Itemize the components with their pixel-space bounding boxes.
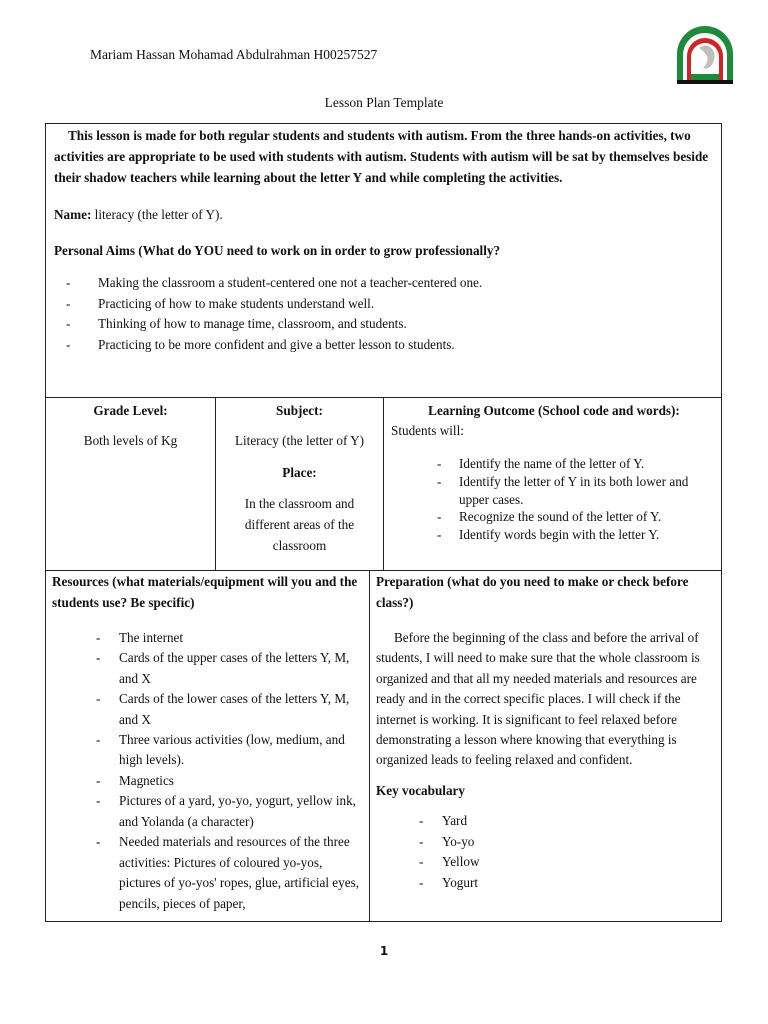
- key-vocabulary-list: [376, 811, 715, 893]
- learning-outcome-list: [391, 455, 717, 544]
- lesson-name-line: [54, 205, 713, 225]
- list-item: - Cards of the upper cases of the letters Y, M, and X: [52, 648, 363, 689]
- preparation-text: Before the beginning of the class and before the arrival of students, I will need to make sure that the whole classroom is organized and that all my needed materials and resources are ready and in the correct specific places. I will check if the internet is working. It is significant to feel relaxed before demonstrating a lesson where knowing that everything is organized leads to feeling relaxed and confident.: [376, 629, 700, 768]
- list-item: - Cards of the lower cases of the letters Y, M, and X: [52, 689, 363, 730]
- list-item: - Practicing of how to make students understand well.: [54, 294, 713, 314]
- list-item: - Yard: [376, 811, 715, 831]
- list-item: - Yogurt: [376, 873, 715, 893]
- resources-cell: [45, 570, 370, 922]
- list-item: - Pictures of a yard, yo-yo, yogurt, yellow ink, and Yolanda (a character): [52, 791, 363, 832]
- list-item: - Recognize the sound of the letter of Y.: [391, 508, 717, 526]
- place-label: Place:: [282, 464, 317, 480]
- list-item: - Yo-yo: [376, 832, 715, 852]
- author-line: Mariam Hassan Mohamad Abdulrahman H00257527: [90, 47, 378, 62]
- list-item: - Needed materials and resources of the three activities: Pictures of coloured yo-yos, pictures of yo-yos' ropes, glue, artificial eyes, pencils, pieces of paper,: [52, 832, 363, 914]
- resources-title: Resources (what materials/equipment will you and the students use? Be specific): [52, 574, 358, 610]
- document-title: Lesson Plan Template: [324, 95, 444, 110]
- university-crest-logo: [673, 24, 737, 88]
- personal-aims-title: Personal Aims (What do YOU need to work on in order to grow professionally?: [54, 243, 501, 259]
- learning-outcome-intro: Students will:: [391, 423, 464, 439]
- subject-cell: [215, 397, 384, 571]
- name-label: Name:: [54, 206, 92, 222]
- preparation-cell: [369, 570, 722, 922]
- key-vocabulary-title: Key vocabulary: [376, 782, 466, 798]
- learning-outcome-title: Learning Outcome (School code and words):: [428, 403, 680, 418]
- subject-label: Subject:: [276, 403, 323, 418]
- resources-list: [52, 628, 363, 914]
- list-item: - Practicing to be more confident and give a better lesson to students.: [54, 335, 713, 355]
- preparation-title: Preparation (what do you need to make or check before class?): [376, 574, 689, 610]
- grade-level-cell: [45, 397, 216, 571]
- subject-value: Literacy (the letter of Y): [234, 433, 365, 449]
- list-item: - Identify words begin with the letter Y.: [391, 526, 717, 544]
- intro-section: [45, 123, 722, 398]
- list-item: - Yellow: [376, 852, 715, 872]
- page-number: 1: [379, 944, 389, 958]
- list-item: - The internet: [52, 628, 363, 648]
- learning-outcome-cell: [383, 397, 722, 571]
- list-item: - Magnetics: [52, 771, 363, 791]
- list-item: - Identify the letter of Y in its both lower and upper cases.: [391, 473, 717, 509]
- list-item: - Identify the name of the letter of Y.: [391, 455, 717, 473]
- list-item: - Making the classroom a student-centered one not a teacher-centered one.: [54, 273, 713, 293]
- grade-level-label: Grade Level:: [93, 403, 168, 418]
- grade-level-value: Both levels of Kg: [83, 433, 178, 449]
- list-item: - Three various activities (low, medium, and high levels).: [52, 730, 363, 771]
- list-item: - Thinking of how to manage time, classroom, and students.: [54, 314, 713, 334]
- name-value: literacy (the letter of Y).: [91, 206, 223, 222]
- personal-aims-list: [54, 273, 713, 355]
- place-value: In the classroom and different areas of the classroom: [244, 496, 355, 554]
- intro-text: This lesson is made for both regular students and students with autism. From the three hands-on activities, two activities are appropriate to be used with students with autism. Students with autism will be sat by themselves beside their shadow teachers while learning about the letter Y and while completing the activities.: [54, 128, 709, 185]
